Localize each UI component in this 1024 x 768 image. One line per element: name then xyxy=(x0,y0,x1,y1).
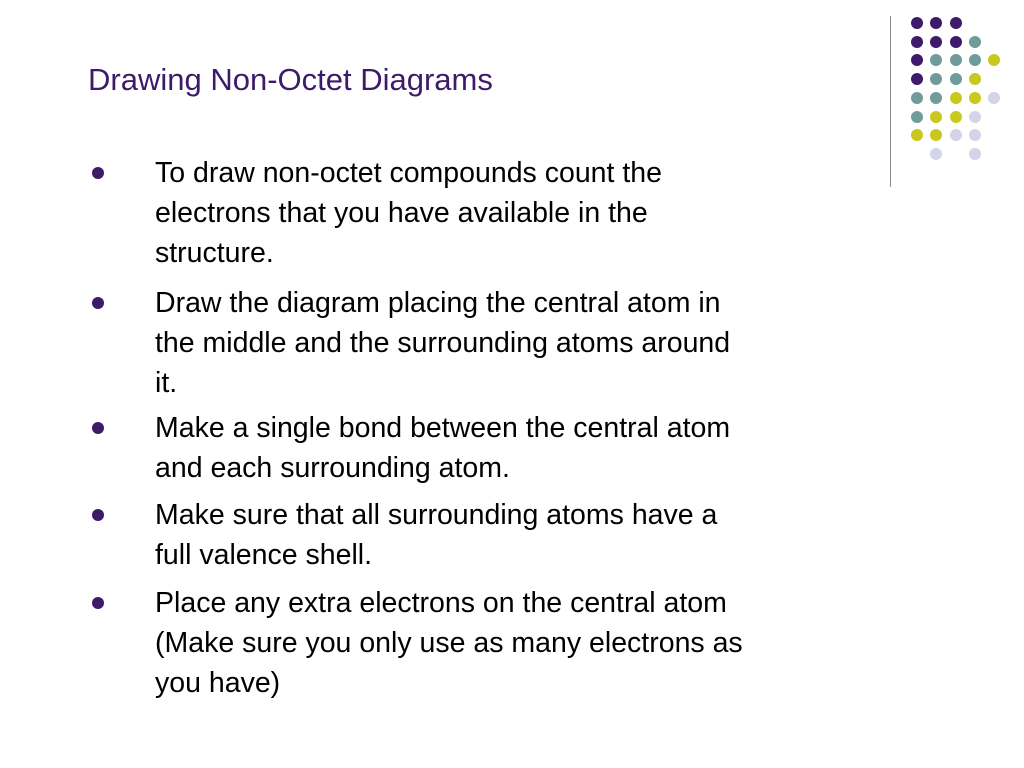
bullet-text xyxy=(155,583,945,703)
bullet-dot-icon xyxy=(92,597,104,609)
decorative-dot xyxy=(911,129,923,141)
bullet-text-line: and each surrounding atom. xyxy=(155,452,510,484)
decorative-dot xyxy=(969,92,981,104)
slide-title: Drawing Non-Octet Diagrams xyxy=(88,62,493,97)
decorative-dot xyxy=(950,129,962,141)
bullet-text-line: Draw the diagram placing the central atom in xyxy=(155,287,721,319)
bullet-text-line: it. xyxy=(155,367,178,399)
bullet-text-line: you have) xyxy=(155,667,281,699)
bullet-dot-icon xyxy=(92,509,104,521)
bullet-text xyxy=(155,283,945,403)
decorative-dot xyxy=(969,73,981,85)
bullet-text-line: Make sure that all surrounding atoms have a xyxy=(155,499,718,531)
decorative-dot xyxy=(930,92,942,104)
decorative-dot xyxy=(930,36,942,48)
decorative-dot xyxy=(950,36,962,48)
decorative-dot xyxy=(911,17,923,29)
decorative-dot xyxy=(930,111,942,123)
bullet-text-line: Make a single bond between the central atom xyxy=(155,412,731,444)
decorative-dot xyxy=(988,54,1000,66)
bullet-dot-icon xyxy=(92,297,104,309)
bullet-text-line: (Make sure you only use as many electrons as xyxy=(155,627,743,659)
decorative-dot xyxy=(911,36,923,48)
bullet-text-line: the middle and the surrounding atoms around xyxy=(155,327,731,359)
decorative-dot xyxy=(950,54,962,66)
decorative-dot xyxy=(969,129,981,141)
bullet-text-line: To draw non-octet compounds count the xyxy=(155,157,662,189)
decorative-dot xyxy=(930,17,942,29)
decorative-dot xyxy=(950,111,962,123)
decorative-dot xyxy=(911,92,923,104)
bullet-text-line: full valence shell. xyxy=(155,539,373,571)
decorative-dot xyxy=(911,111,923,123)
decorative-dot xyxy=(988,92,1000,104)
decorative-dot xyxy=(950,92,962,104)
decorative-dot xyxy=(969,36,981,48)
decorative-dot xyxy=(930,129,942,141)
bullet-text xyxy=(155,495,945,575)
decorative-dot xyxy=(930,73,942,85)
decorative-dot xyxy=(950,73,962,85)
bullet-text-line: structure. xyxy=(155,237,274,269)
decorative-dot xyxy=(930,54,942,66)
decorative-dot xyxy=(969,54,981,66)
bullet-text xyxy=(155,408,945,488)
bullet-dot-icon xyxy=(92,422,104,434)
bullet-text-line: Place any extra electrons on the central atom xyxy=(155,587,727,619)
decorative-dot xyxy=(950,17,962,29)
bullet-text-line: electrons that you have available in the xyxy=(155,197,648,229)
decorative-dot xyxy=(911,54,923,66)
bullet-dot-icon xyxy=(92,167,104,179)
decorative-dot xyxy=(969,111,981,123)
decorative-dot xyxy=(969,148,981,160)
bullet-text xyxy=(155,153,945,273)
decorative-dot xyxy=(911,73,923,85)
